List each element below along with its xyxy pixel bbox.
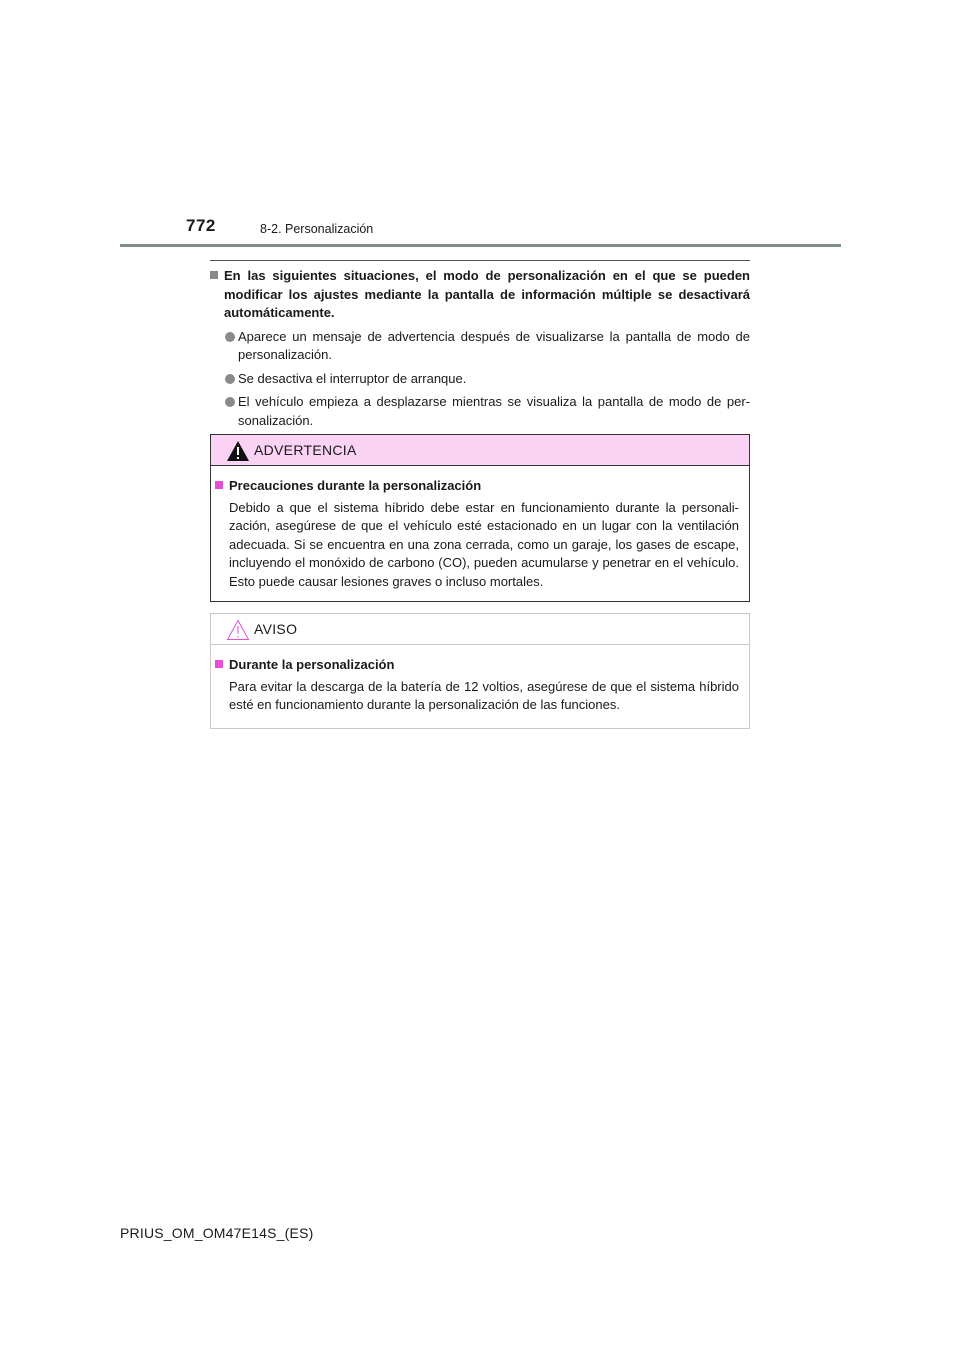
list-item-text: El vehículo empieza a desplazarse mientras se visualiza la pantalla de modo de per-sonalización. <box>238 394 750 428</box>
caution-header <box>211 614 749 645</box>
list-item-text: Se desactiva el interruptor de arranque. <box>238 370 467 386</box>
warning-text: Debido a que el sistema híbrido debe estar en funcionamiento durante la personali-zación, asegúrese de que el vehículo esté estacionado en un lugar con la ventilación adecuada. Si se encuentra en una zona cerrada, como un garaje, los gases de escape, incluyendo el monóxido de carbono (CO), pueden acumularse y penetrar en el vehículo. Esto puede causar lesiones graves o incluso mortales. <box>229 499 739 589</box>
page-number: 772 <box>186 216 216 235</box>
caution-body <box>211 645 749 715</box>
list-item <box>210 370 750 389</box>
bullet-dot-icon <box>225 332 235 342</box>
warning-box <box>210 434 750 602</box>
warning-heading-text: Precauciones durante la personalización <box>229 478 482 493</box>
warning-heading <box>215 477 739 496</box>
warning-triangle-icon <box>226 440 250 462</box>
caution-triangle-icon <box>226 619 250 641</box>
main-content <box>210 267 750 430</box>
pink-square-marker <box>215 481 223 489</box>
caution-text: Para evitar la descarga de la batería de 12 voltios, asegúrese de que el sistema híbrido esté en funcionamiento durante la personalización de las funciones. <box>229 678 739 712</box>
lead-paragraph <box>210 267 750 323</box>
lead-text: En las siguientes situaciones, el modo de personalización en el que se pueden modificar los ajustes mediante la pantalla de información múltiple se desactivará automáticamente. <box>224 268 750 320</box>
content-rule <box>210 260 750 261</box>
list-item <box>210 328 750 365</box>
caution-heading-text: Durante la personalización <box>229 657 395 672</box>
warning-title: ADVERTENCIA <box>254 442 357 458</box>
caution-box <box>210 613 750 729</box>
document-code: PRIUS_OM_OM47E14S_(ES) <box>120 1225 314 1241</box>
list-item-text: Aparece un mensaje de advertencia después de visualizarse la pantalla de modo de personalización. <box>238 328 750 362</box>
list-item <box>210 393 750 430</box>
pink-square-marker <box>215 660 223 668</box>
caution-title: AVISO <box>254 621 298 637</box>
caution-heading <box>215 656 739 675</box>
gray-square-marker <box>210 271 218 279</box>
section-title: 8-2. Personalización <box>260 222 374 236</box>
bullet-dot-icon <box>225 397 235 407</box>
header-rule <box>120 244 841 247</box>
warning-header <box>211 435 749 466</box>
warning-body <box>211 466 749 591</box>
bullet-dot-icon <box>225 374 235 384</box>
